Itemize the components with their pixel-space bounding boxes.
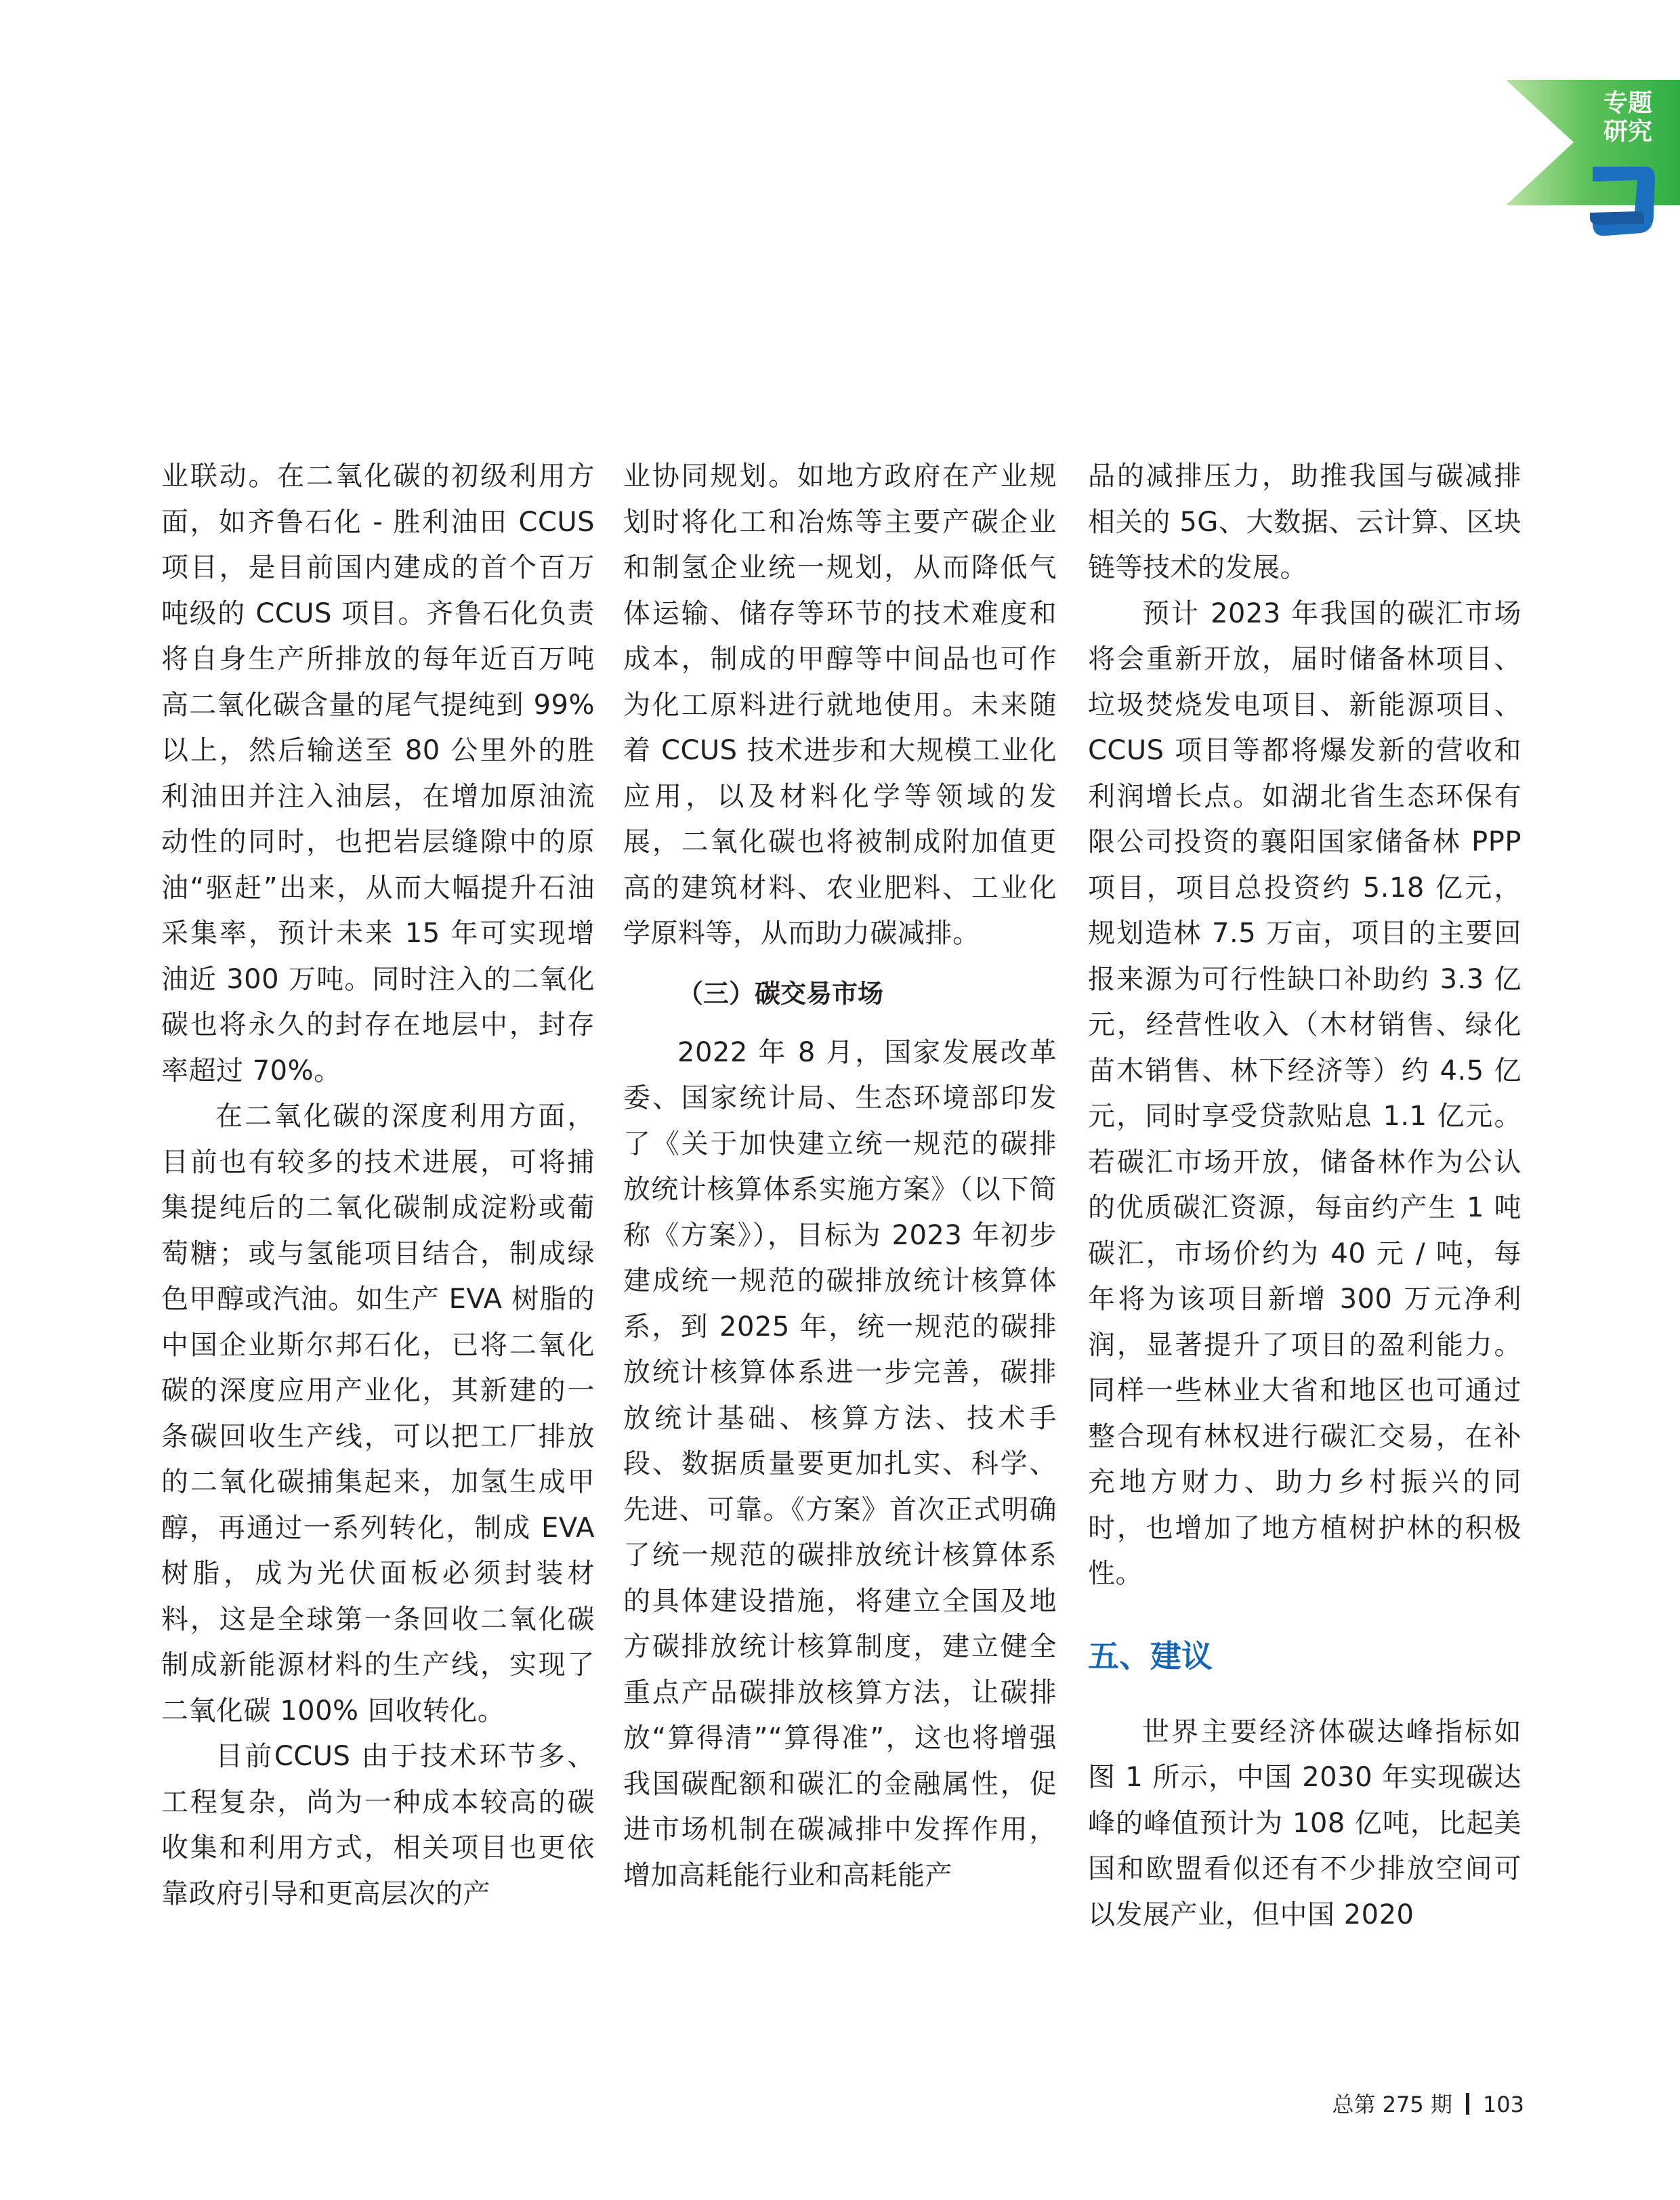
badge-line-1: 专题 — [1603, 89, 1652, 117]
paragraph: 目前CCUS 由于技术环节多、工程复杂，尚为一种成本较高的碳收集和利用方式，相关项目也更依靠政府引导和更高层次的产 — [161, 1741, 595, 1909]
paragraph: 在二氧化碳的深度利用方面，目前也有较多的技术进展，可将捕集提纯后的二氧化碳制成淀粉或葡萄糖；或与氢能项目结合，制成绿色甲醇或汽油。如生产 EVA 树脂的中国企业斯尔邦石化，已将二氧化碳的深度应用产业化，其新建的一条碳回收生产线，可以把工厂排放的二氧化碳捕集起来，加氢生成甲醇，再通过一系列转化，制成 EVA 树脂，成为光伏面板必须封装材料，这是全球第一条回收二氧化碳制成新能源材料的生产线，实现了二氧化碳 100% 回收转化。 — [161, 1101, 595, 1727]
badge-label — [1587, 89, 1668, 146]
section-badge — [1506, 80, 1680, 244]
paragraph: 2022 年 8 月，国家发展改革委、国家统计局、生态环境部印发了《关于加快建立统一规范的碳排放统计核算体系实施方案》（以下简称《方案》），目标为 2023 年初步建成统一规范的碳排放统计核算体系，到 2025 年，统一规范的碳排放统计核算体系进一步完善，碳排放统计基础、核算方法、技术手段、数据质量要更加扎实、科学、先进、可靠。《方案》首次正式明确了统一规范的碳排放统计核算体系的具体建设措施，将建立全国及地方碳排放统计核算制度，建立健全重点产品碳排放核算方法，让碳排放“算得清”“算得准”，这也将增强我国碳配额和碳汇的金融属性，促进市场机制在碳减排中发挥作用，增加高耗能行业和高耗能产 — [623, 1036, 1057, 1891]
section-heading: 五、建议 — [1088, 1637, 1213, 1674]
paragraph: 品的减排压力，助推我国与碳减排相关的 5G、大数据、云计算、区块链等技术的发展。 — [1088, 461, 1521, 583]
badge-line-2: 研究 — [1603, 118, 1652, 146]
page-footer — [1307, 2091, 1524, 2118]
column-3 — [1088, 454, 1521, 1938]
column-2 — [623, 454, 1057, 1899]
paragraph: 业协同规划。如地方政府在产业规划时将化工和冶炼等主要产碳企业和制氢企业统一规划，从而降低气体运输、储存等环节的技术难度和成本，制成的甲醇等中间品也可作为化工原料进行就地使用。未来随着 CCUS 技术进步和大规模工业化应用，以及材料化学等领域的发展，二氧化碳也将被制成附加值更高的建筑材料、农业肥料、工业化学原料等，从而助力碳减排。 — [623, 461, 1057, 949]
page-number: 103 — [1482, 2092, 1524, 2117]
footer-divider — [1466, 2093, 1469, 2115]
column-1 — [161, 454, 595, 1917]
paragraph: 世界主要经济体碳达峰指标如图 1 所示，中国 2030 年实现碳达峰的峰值预计为 108 亿吨，比起美国和欧盟看似还有不少排放空间可以发展产业，但中国 2020 — [1088, 1716, 1521, 1930]
subsection-heading: （三）碳交易市场 — [677, 978, 884, 1009]
paragraph: 业联动。在二氧化碳的初级利用方面，如齐鲁石化 - 胜利油田 CCUS 项目，是目前国内建成的首个百万吨级的 CCUS 项目。齐鲁石化负责将自身生产所排放的每年近百万吨高二氧化碳含量的尾气提纯到 99% 以上，然后输送至 80 公里外的胜利油田并注入油层，在增加原油流动性的同时，也把岩层缝隙中的原油“驱赶”出来，从而大幅提升石油采集率，预计未来 15 年可实现增油近 300 万吨。同时注入的二氧化碳也将永久的封存在地层中，封存率超过 70%。 — [161, 461, 595, 1086]
issue-number: 总第 275 期 — [1332, 2092, 1452, 2117]
paragraph: 预计 2023 年我国的碳汇市场将会重新开放，届时储备林项目、垃圾焚烧发电项目、新能源项目、CCUS 项目等都将爆发新的营收和利润增长点。如湖北省生态环保有限公司投资的襄阳国家储备林 PPP 项目，项目总投资约 5.18 亿元，规划造林 7.5 万亩，项目的主要回报来源为可行性缺口补助约 3.3 亿元，经营性收入（木材销售、绿化苗木销售、林下经济等）约 4.5 亿元，同时享受贷款贴息 1.1 亿元。若碳汇市场开放，储备林作为公认的优质碳汇资源，每亩约产生 1 吨碳汇，市场价约为 40 元 / 吨，每年将为该项目新增 300 万元净利润，显著提升了项目的盈利能力。同样一些林业大省和地区也可通过整合现有林权进行碳汇交易，在补充地方财力、助力乡村振兴的同时，也增加了地方植树护林的积极性。 — [1088, 597, 1521, 1589]
